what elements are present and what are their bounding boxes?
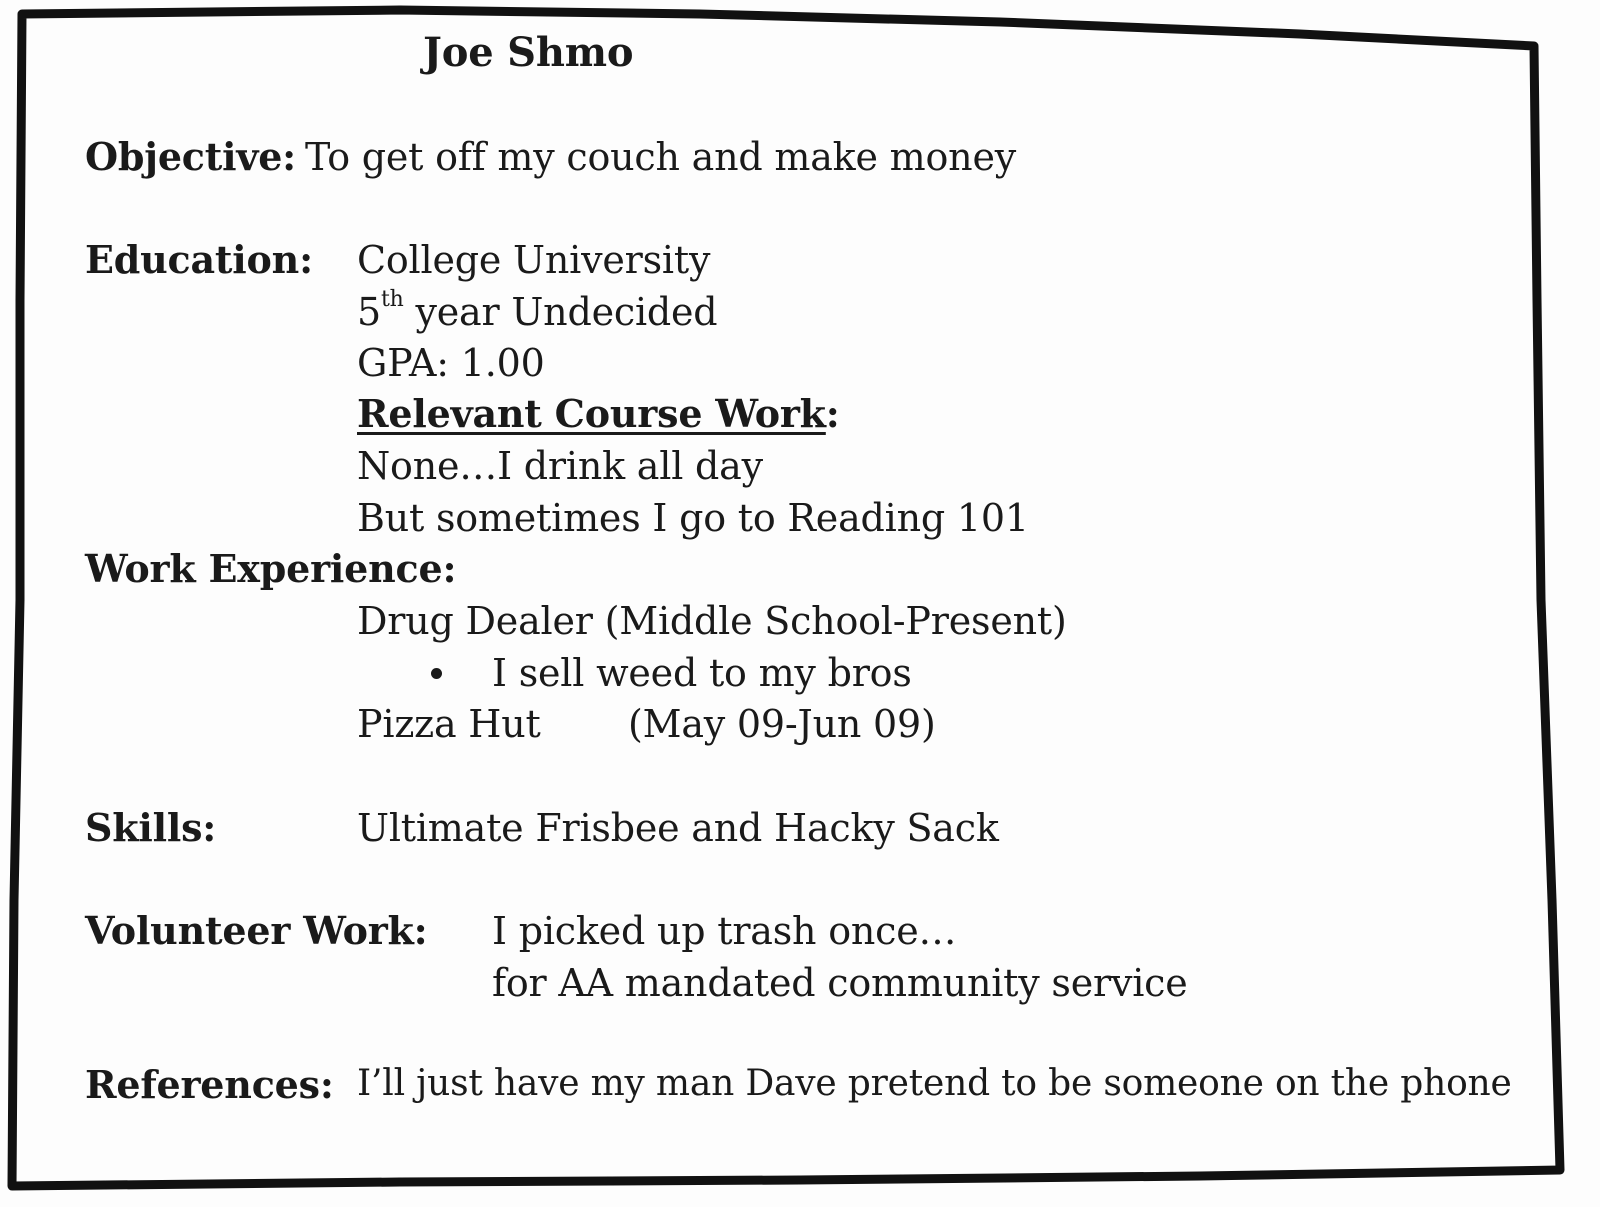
education-gpa: GPA: 1.00 [357,341,545,385]
objective-label: Objective: [85,134,297,179]
work-experience-label: Work Experience: [85,546,457,591]
coursework-line-1: None…I drink all day [357,444,763,488]
education-year-rest: year Undecided [403,290,718,334]
volunteer-line-1: I picked up trash once… [492,909,957,953]
work-job-1: Drug Dealer (Middle School-Present) [357,599,1067,643]
references-text: I’ll just have my man Dave pretend to be someone on the phone [357,1063,1512,1104]
education-school: College University [357,238,711,282]
education-year-number: 5 [357,290,381,334]
coursework-heading-colon: : [825,391,840,436]
education-label: Education: [85,237,313,282]
skills-label: Skills: [85,805,217,850]
objective-text: To get off my couch and make money [305,135,1017,179]
skills-text: Ultimate Frisbee and Hacky Sack [357,806,999,850]
education-year-suffix: th [380,287,404,312]
coursework-heading [357,391,840,436]
bullet-icon [431,668,442,679]
volunteer-label: Volunteer Work: [85,908,428,953]
work-job-2-name: Pizza Hut [357,702,541,746]
education-year [357,287,718,334]
references-label: References: [85,1062,334,1107]
work-job-2-dates: (May 09-Jun 09) [628,702,936,746]
coursework-line-2: But sometimes I go to Reading 101 [357,496,1029,540]
work-job-1-bullet: I sell weed to my bros [492,651,912,695]
candidate-name: Joe Shmo [423,29,634,76]
volunteer-line-2: for AA mandated community service [492,961,1188,1005]
coursework-heading-text: Relevant Course Work [357,391,826,436]
